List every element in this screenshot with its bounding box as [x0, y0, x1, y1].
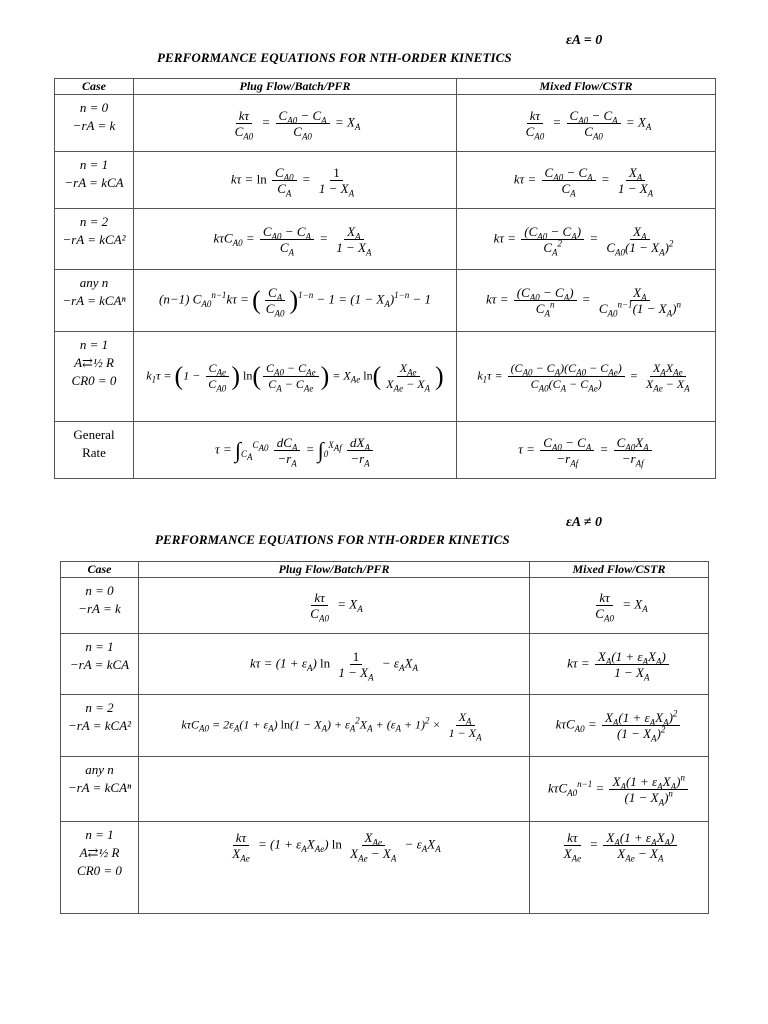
- case-rate: −rA = kCA²: [62, 232, 126, 247]
- table-row: [55, 270, 716, 332]
- case-cell: [61, 634, 139, 695]
- cstr-equation: $\frac{k\tau}{X_{Ae}}$ = $\frac{X_A(1 + \varepsilon_AX_A)}{X_{Ae} - X_A}$: [530, 822, 709, 914]
- case-initial: CR0 = 0: [77, 863, 122, 878]
- case-order: any n: [85, 762, 114, 777]
- table-row: [55, 209, 716, 270]
- case-cell: [55, 270, 134, 332]
- case-order: n = 1: [79, 157, 109, 172]
- header-pfr: Plug Flow/Batch/PFR: [139, 562, 530, 578]
- case-order: n = 2: [85, 700, 114, 715]
- header-pfr: Plug Flow/Batch/PFR: [134, 79, 457, 95]
- header-cstr: Mixed Flow/CSTR: [457, 79, 716, 95]
- equations-table-2: [60, 561, 709, 914]
- case-cell: [55, 209, 134, 270]
- table-row: [55, 332, 716, 422]
- epsilon-zero-note: εA = 0: [566, 33, 603, 48]
- page-title-1: PERFORMANCE EQUATIONS FOR NTH-ORDER KINETICS: [157, 50, 512, 65]
- case-order: n = 0: [79, 100, 109, 115]
- pfr-equation: $k\tau = (1 + \varepsilon_A)$ ln $\frac{1}{1 - X_A}$ − $\varepsilon_AX_A$: [139, 634, 530, 695]
- case-rate: −rA = k: [78, 601, 121, 616]
- case-cell: [61, 695, 139, 757]
- pfr-equation: $k\tau C_{A0} = 2\varepsilon_A(1 + \varepsilon_A) \ln(1 - X_A) + \varepsilon_A^2X_A + (\varepsilon_A + 1)^2$ × $\frac{X_A}{1 - X_A}$: [139, 695, 530, 757]
- case-initial: CR0 = 0: [71, 373, 117, 388]
- case-cell: [55, 152, 134, 209]
- cstr-equation: τ = $\frac{C_{A0} - C_A}{-r_{Af}}$ = $\frac{C_{A0}X_A}{-r_{Af}}$: [457, 422, 716, 479]
- case-cell: [55, 95, 134, 152]
- cstr-equation: $\frac{k\tau}{C_{A0}}$ = $\frac{C_{A0} - C_A}{C_{A0}}$ = $X_A$: [457, 95, 716, 152]
- case-rate: −rA = kCA: [69, 657, 130, 672]
- pfr-equation: kτ = ln $\frac{C_{A0}}{C_A}$ = $\frac{1}{1 - X_A}$: [134, 152, 457, 209]
- case-reaction: A⇄½ R: [74, 355, 114, 370]
- case-rate: −rA = kCA: [64, 175, 124, 190]
- pfr-equation: (n−1) $C_{A0}^{n-1}k\tau$ = ( $\frac{C_A}{C_{A0}}$ )$^{1-n} - 1 = (1 - X_A)^{1-n} - 1$: [134, 270, 457, 332]
- case-order: n = 0: [85, 583, 114, 598]
- epsilon-nonzero-note: εA ≠ 0: [566, 515, 602, 530]
- case-rate: −rA = kCAⁿ: [62, 293, 126, 308]
- cstr-equation: kτ = $\frac{(C_{A0} - C_A)}{C_A^2}$ = $\frac{X_A}{C_{A0}(1 - X_A)^2}$: [457, 209, 716, 270]
- case-cell: [55, 422, 134, 479]
- case-cell: [61, 822, 139, 914]
- page-title-2: PERFORMANCE EQUATIONS FOR NTH-ORDER KINETICS: [155, 532, 510, 547]
- header-cstr: Mixed Flow/CSTR: [530, 562, 709, 578]
- cstr-equation: kτC$_{A0}^{n-1}$ = $\frac{X_A(1 + \varepsilon_AX_A)^n}{(1 - X_A)^n}$: [530, 757, 709, 822]
- cstr-equation: kτ = $\frac{X_A(1 + \varepsilon_AX_A)}{1 - X_A}$: [530, 634, 709, 695]
- case-order: any n: [79, 275, 109, 290]
- case-order: n = 1: [79, 337, 109, 352]
- table-header-row: [55, 79, 716, 95]
- equations-table-1: [54, 78, 716, 479]
- table-row: [55, 422, 716, 479]
- case-order: n = 1: [85, 827, 114, 842]
- table-row: [61, 578, 709, 634]
- cstr-equation: kτC$_{A0}$ = $\frac{X_A(1 + \varepsilon_AX_A)^2}{(1 - X_A)^2}$: [530, 695, 709, 757]
- case-rate: −rA = k: [72, 118, 116, 133]
- cstr-equation: kτ = $\frac{(C_{A0} - C_A)}{C_A^n}$ = $\frac{X_A}{C_{A0}^{n-1}(1 - X_A)^n}$: [457, 270, 716, 332]
- pfr-equation: $k_1\tau = (1$ − $\frac{C_{Ae}}{C_{A0}}$ ) ln( $\frac{C_{A0} - C_{Ae}}{C_A - C_{Ae}}$ ) = $X_{Ae}$ ln( $\frac{X_{Ae}}{X_{Ae} - X_A}$ ): [134, 332, 457, 422]
- cstr-equation: $k_1\tau$ = $\frac{(C_{A0} - C_A)(C_{A0} - C_{Ae})}{C_{A0}(C_A - C_{Ae})}$ = $\frac{X_AX_{Ae}}{X_{Ae} - X_A}$: [457, 332, 716, 422]
- case-order: n = 1: [85, 639, 114, 654]
- case-reaction: A⇄½ R: [79, 845, 120, 860]
- pfr-equation: $\tau = \int_{C_A}^{C_{A0}}$ $\frac{dC_A}{-r_A}$ = $\int_0^{X_{Af}}$ $\frac{dX_A}{-r_A}$: [134, 422, 457, 479]
- table-row: [61, 757, 709, 822]
- header-case: Case: [61, 562, 139, 578]
- pfr-equation: $\frac{k\tau}{X_{Ae}}$ = $(1 + \varepsilon_AX_{Ae})$ ln $\frac{X_{Ae}}{X_{Ae} - X_A}$ − $\varepsilon_AX_A$: [139, 822, 530, 914]
- case-rate: −rA = kCA²: [67, 718, 132, 733]
- table-row: [61, 822, 709, 914]
- table-row: [61, 695, 709, 757]
- case-order: n = 2: [79, 214, 109, 229]
- case-cell: [61, 578, 139, 634]
- pfr-equation: kτC$_{A0}$ = $\frac{C_{A0} - C_A}{C_A}$ = $\frac{X_A}{1 - X_A}$: [134, 209, 457, 270]
- cstr-equation: kτ = $\frac{C_{A0} - C_A}{C_A}$ = $\frac{X_A}{1 - X_A}$: [457, 152, 716, 209]
- case-cell: [61, 757, 139, 822]
- header-case: Case: [55, 79, 134, 95]
- pfr-equation: $\frac{k\tau}{C_{A0}}$ = $X_A$: [139, 578, 530, 634]
- pfr-equation-empty: [139, 757, 530, 822]
- case-rate: −rA = kCAⁿ: [67, 780, 132, 795]
- case-general: General: [73, 427, 115, 442]
- table-row: [55, 95, 716, 152]
- table-header-row: [61, 562, 709, 578]
- pfr-equation: $\frac{k\tau}{C_{A0}}$ = $\frac{C_{A0} - C_A}{C_{A0}}$ = $X_A$: [134, 95, 457, 152]
- case-cell: [55, 332, 134, 422]
- case-rate-label: Rate: [82, 445, 106, 460]
- table-row: [61, 634, 709, 695]
- cstr-equation: $\frac{k\tau}{C_{A0}}$ = $X_A$: [530, 578, 709, 634]
- table-row: [55, 152, 716, 209]
